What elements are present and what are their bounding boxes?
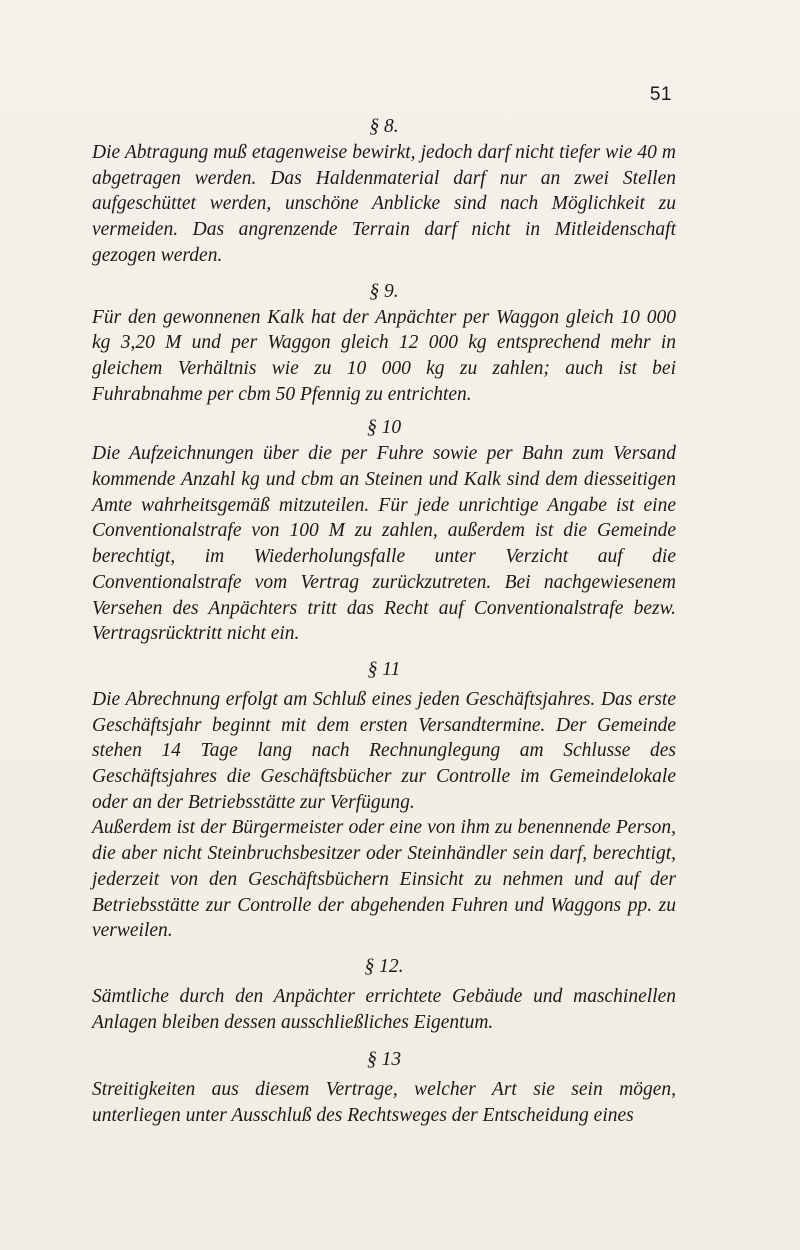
section-heading: § 8. (369, 116, 399, 137)
section-paragraph: Die Abrechnung erfolgt am Schluß eines jeden Geschäftsjahres. Das erste Geschäftsjahr beginnt mit dem ersten Versandtermine. Der Gemeinde stehen 14 Tage lang nach Rechnunglegung am Schlusse des Geschäftsjahres die Geschäftsbücher zur Controlle im Gemeindelokale oder an der Betriebsstätte zur Verfügung. (92, 688, 676, 813)
section-paragraph: Die Aufzeichnungen über die per Fuhre sowie per Bahn zum Versand kommende Anzahl kg und cbm an Steinen und Kalk sind dem diesseitigen Amte wahrheitsgemäß mitzuteilen. Für jede unrichtige Angabe ist eine Conventionalstrafe von 100 M zu zahlen, außerdem ist die Gemeinde berechtigt, im Wiederholungsfalle unter Verzicht auf die Conventionalstrafe vom Vertrag zurückzutreten. Bei nachgewiesenem Versehen des Anpächters tritt das Recht auf Conventionalstrafe bezw. Vertragsrücktritt nicht ein. (92, 443, 676, 645)
section-heading: § 12. (364, 955, 404, 977)
section-9 (92, 279, 676, 408)
section-paragraph: Streitigkeiten aus diesem Vertrage, welcher Art sie sein mögen, unterliegen unter Ausschluß des Rechtsweges der Entscheidung eines (92, 1079, 676, 1127)
section-11 (92, 657, 676, 944)
section-heading: § 10 (366, 417, 402, 439)
section-paragraph: Außerdem ist der Bürgermeister oder eine von ihm zu benennende Person, die aber nicht Steinbruchsbesitzer oder Steinhändler sein darf, berechtigt, jederzeit von den Geschäftsbüchern Einsicht zu nehmen und auf der Betriebsstätte zur Controlle der abgehenden Fuhren und Waggons pp. zu verweilen. (92, 817, 676, 942)
section-paragraph: Sämtliche durch den Anpächter errichtete Gebäude und maschinellen Anlagen bleiben dessen ausschließliches Eigentum. (92, 985, 676, 1033)
section-10 (92, 415, 676, 647)
section-13 (92, 1047, 676, 1128)
page-number: 51 (649, 84, 672, 105)
document-text (92, 114, 676, 1137)
section-12 (92, 954, 676, 1035)
section-8 (92, 114, 676, 269)
section-heading: § 11 (367, 658, 401, 680)
section-heading: § 13 (366, 1049, 402, 1071)
section-paragraph: Die Abtragung muß etagenweise bewirkt, jedoch darf nicht tiefer wie 40 m abgetragen werden. Das Haldenmaterial darf nur an zwei Stellen aufgeschüttet werden, unschöne Anblicke sind nach Möglichkeit zu vermeiden. Das angrenzende Terrain darf nicht in Mitleidenschaft gezogen werden. (92, 142, 676, 266)
section-paragraph: Für den gewonnenen Kalk hat der Anpächter per Waggon gleich 10 000 kg 3,20 M und per Waggon gleich 12 000 kg entsprechend mehr in gleichem Verhältnis wie zu 10 000 kg zu zahlen; auch ist bei Fuhrabnahme per cbm 50 Pfennig zu entrichten. (92, 306, 676, 405)
section-heading: § 9. (369, 280, 399, 302)
